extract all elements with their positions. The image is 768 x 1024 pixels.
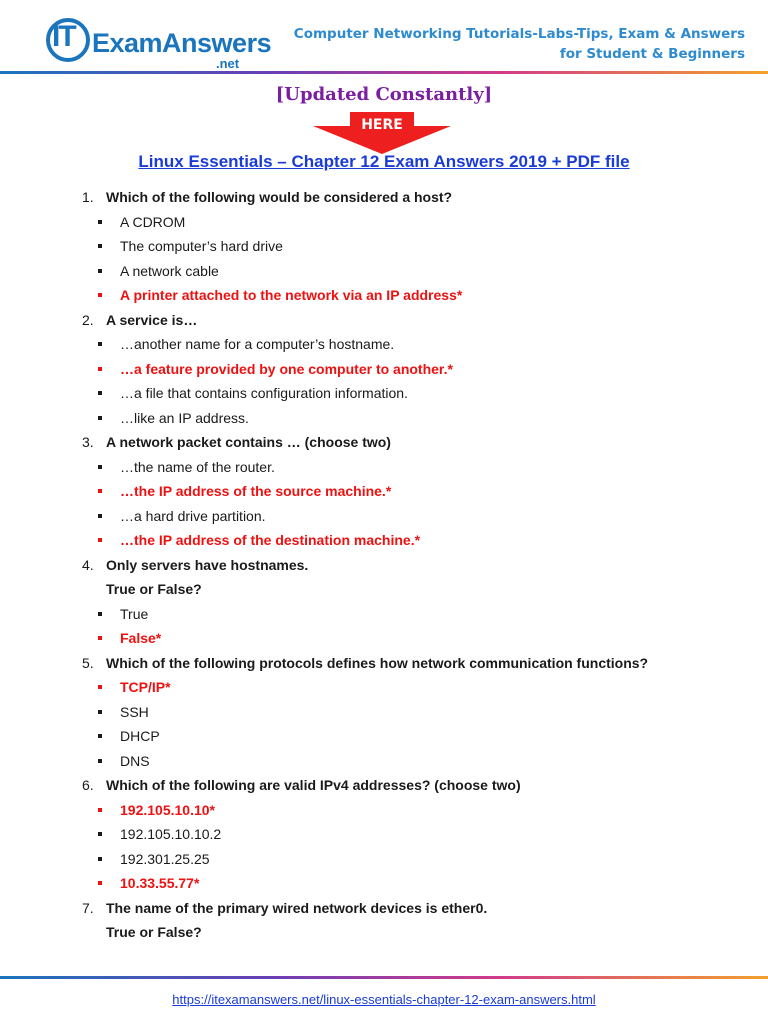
answer-option-correct — [0, 871, 768, 896]
square-bullet-icon — [98, 538, 102, 542]
question-number: 6. — [82, 777, 94, 793]
question-text: The name of the primary wired network devices is ether0. — [106, 899, 488, 916]
question-item — [0, 308, 768, 431]
answer-option-text: 192.301.25.25 — [120, 850, 210, 867]
answer-option — [0, 602, 768, 627]
answer-option-text: …another name for a computer’s hostname. — [120, 336, 395, 352]
square-bullet-icon — [98, 857, 102, 861]
square-bullet-icon — [98, 759, 102, 763]
answer-option — [0, 259, 768, 284]
square-bullet-icon — [98, 342, 102, 346]
header-divider — [0, 71, 768, 74]
question-row — [0, 773, 768, 798]
square-bullet-icon — [98, 636, 102, 640]
answer-option — [0, 700, 768, 725]
question-subtext: True or False? — [106, 924, 202, 940]
footer-divider — [0, 976, 768, 979]
answer-option-text: The computer’s hard drive — [120, 238, 283, 254]
answer-option-text: …a feature provided by one computer to another.* — [120, 360, 453, 377]
square-bullet-icon — [98, 465, 102, 469]
question-item — [0, 553, 768, 651]
question-number: 4. — [82, 556, 94, 573]
question-text: Only servers have hostnames. — [106, 556, 309, 573]
question-number: 5. — [82, 654, 94, 671]
logo-name-text: ExamAnswers — [92, 28, 272, 58]
answer-option — [0, 381, 768, 406]
square-bullet-icon — [98, 293, 102, 297]
answer-option — [0, 455, 768, 480]
here-arrow[interactable] — [313, 112, 451, 154]
answer-option — [0, 847, 768, 872]
square-bullet-icon — [98, 832, 102, 836]
answer-option — [0, 504, 768, 529]
square-bullet-icon — [98, 881, 102, 885]
question-item — [0, 773, 768, 896]
square-bullet-icon — [98, 269, 102, 273]
answer-option-correct — [0, 626, 768, 651]
answer-option-text: A network cable — [120, 262, 219, 279]
answer-option — [0, 822, 768, 847]
logo-net-text: .net — [216, 56, 240, 71]
answer-option — [0, 724, 768, 749]
answer-option-correct — [0, 479, 768, 504]
question-list — [0, 185, 768, 945]
answer-option-correct — [0, 675, 768, 700]
question-text: Which of the following would be considered a host? — [106, 189, 453, 205]
question-row — [0, 651, 768, 676]
answer-option — [0, 210, 768, 235]
question-number: 2. — [82, 311, 94, 328]
question-text: Which of the following are valid IPv4 addresses? (choose two) — [106, 777, 521, 793]
square-bullet-icon — [98, 685, 102, 689]
answer-option-text: …the IP address of the source machine.* — [120, 483, 392, 499]
answer-option — [0, 234, 768, 259]
answer-option-text: True — [120, 605, 149, 622]
here-label: HERE — [361, 117, 403, 133]
site-tagline — [294, 24, 745, 64]
answer-option-text: False* — [120, 630, 162, 646]
answer-option-text: 10.33.55.77* — [120, 875, 200, 891]
question-text: Which of the following protocols defines how network communication functions? — [106, 654, 649, 671]
square-bullet-icon — [98, 808, 102, 812]
square-bullet-icon — [98, 514, 102, 518]
answer-option-text: …the name of the router. — [120, 458, 275, 475]
answer-option-text: …the IP address of the destination machine.* — [120, 532, 421, 548]
question-row — [0, 185, 768, 210]
answer-option — [0, 406, 768, 431]
square-bullet-icon — [98, 220, 102, 224]
answer-option-correct — [0, 357, 768, 382]
answer-option — [0, 332, 768, 357]
square-bullet-icon — [98, 612, 102, 616]
square-bullet-icon — [98, 489, 102, 493]
answer-option-correct — [0, 283, 768, 308]
question-number: 3. — [82, 434, 94, 450]
answer-option-text: TCP/IP* — [120, 679, 171, 695]
answer-option-correct — [0, 798, 768, 823]
question-item — [0, 185, 768, 308]
question-item — [0, 651, 768, 774]
square-bullet-icon — [98, 391, 102, 395]
answer-option-text: A CDROM — [120, 213, 186, 230]
square-bullet-icon — [98, 734, 102, 738]
footer-url-link[interactable]: https://itexamanswers.net/linux-essentials-chapter-12-exam-answers.html — [172, 992, 596, 1007]
tagline-line-1: Computer Networking Tutorials-Labs-Tips, Exam & Answers — [293, 26, 745, 42]
page-title[interactable]: Linux Essentials – Chapter 12 Exam Answers 2019 + PDF file — [138, 152, 630, 171]
answer-option-text: …a file that contains configuration information. — [120, 385, 408, 401]
tagline-line-2: for Student & Beginners — [559, 46, 745, 62]
answer-option-text: DHCP — [120, 728, 160, 744]
answer-option-correct — [0, 528, 768, 553]
square-bullet-icon — [98, 244, 102, 248]
answer-option — [0, 749, 768, 774]
square-bullet-icon — [98, 367, 102, 371]
question-subtext: True or False? — [106, 581, 202, 597]
square-bullet-icon — [98, 710, 102, 714]
question-text: A network packet contains … (choose two) — [106, 434, 391, 450]
answer-option-text: 192.105.10.10.2 — [120, 826, 222, 842]
question-item — [0, 430, 768, 553]
logo-it-text: IT — [52, 20, 75, 53]
site-logo[interactable] — [46, 14, 272, 72]
square-bullet-icon — [98, 416, 102, 420]
question-number: 7. — [82, 899, 94, 916]
answer-option-text: DNS — [120, 752, 150, 769]
question-row — [0, 553, 768, 578]
answer-option-text: SSH — [120, 703, 149, 720]
answer-option-text: 192.105.10.10* — [120, 801, 215, 818]
question-text: A service is… — [106, 311, 198, 328]
question-row — [0, 430, 768, 455]
answer-option-text: …a hard drive partition. — [120, 507, 266, 524]
answer-option-text: …like an IP address. — [120, 409, 249, 426]
question-number: 1. — [82, 189, 94, 205]
question-row — [0, 896, 768, 921]
question-row — [0, 308, 768, 333]
updated-constantly-label: [Updated Constantly] — [275, 84, 493, 105]
question-item — [0, 896, 768, 945]
answer-option-text: A printer attached to the network via an IP address* — [120, 287, 463, 303]
